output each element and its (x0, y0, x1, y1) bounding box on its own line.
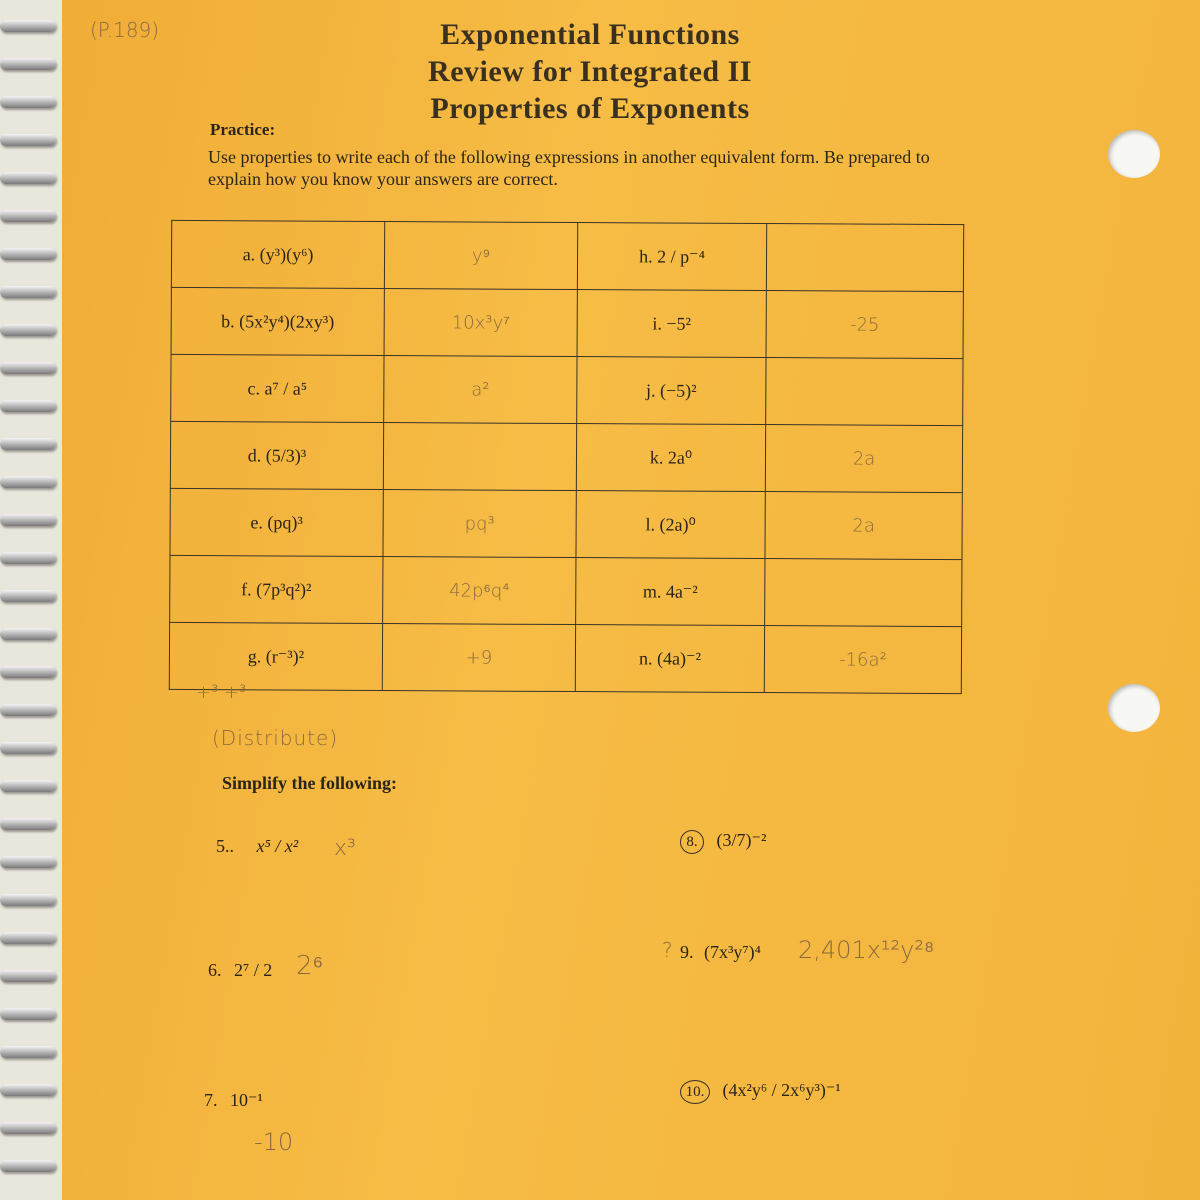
problem-7-answer: -10 (254, 1128, 294, 1156)
left-answer: 42p⁶q⁴ (383, 557, 576, 625)
right-answer (766, 224, 963, 292)
problem-8 (680, 830, 766, 854)
right-answer (765, 559, 962, 627)
left-expression: a. (y³)(y⁶) (171, 220, 384, 288)
problem-expression: x⁵ / x² (256, 836, 299, 856)
practice-label: Practice: (210, 120, 276, 139)
problem-expression: (7x³y⁷)⁴ (704, 942, 761, 962)
right-answer: -16a² (764, 626, 961, 694)
right-expression: n. (4a)⁻² (575, 625, 764, 693)
right-answer (766, 358, 963, 426)
problem-9 (680, 942, 761, 963)
title-block (360, 16, 820, 127)
problem-expression: (4x²y⁶ / 2x⁶y³)⁻¹ (722, 1080, 841, 1100)
left-expression: c. a⁷ / a⁵ (171, 354, 384, 422)
spiral-binding (0, 0, 70, 1200)
table-row (170, 488, 962, 559)
left-answer: y⁹ (384, 222, 577, 290)
problem-6 (208, 960, 272, 981)
left-expression: e. (pq)³ (170, 488, 383, 556)
right-expression: l. (2a)⁰ (576, 491, 765, 559)
table-row (170, 421, 962, 492)
right-answer: -25 (766, 291, 963, 359)
table-row (170, 555, 962, 626)
question-mark-note: ? (662, 938, 673, 962)
left-expression: f. (7p³q²)² (170, 555, 383, 623)
table-row (171, 220, 963, 291)
problem-7 (204, 1090, 263, 1111)
table-row (171, 287, 963, 358)
left-expression: b. (5x²y⁴)(2xy³) (171, 287, 384, 355)
problem-number-circled: 10. (680, 1080, 710, 1104)
left-expression: g. (r⁻³)² (169, 622, 382, 690)
right-answer: 2a (765, 425, 962, 493)
page-ref-note: (P.189) (90, 18, 160, 42)
left-answer: +9 (382, 624, 575, 692)
punch-hole-top (1108, 130, 1160, 178)
right-expression: m. 4a⁻² (576, 558, 765, 626)
title-line-3: Properties of Exponents (430, 92, 750, 125)
right-expression: i. −5² (577, 290, 766, 358)
left-answer (383, 423, 576, 491)
problem-5 (216, 836, 298, 857)
right-expression: j. (−5)² (577, 357, 766, 425)
right-expression: k. 2a⁰ (576, 424, 765, 492)
practice-table (169, 220, 964, 694)
left-answer: 10x³y⁷ (384, 289, 577, 357)
left-answer: a² (384, 356, 577, 424)
problem-9-answer: 2,401x¹²y²⁸ (798, 936, 935, 964)
problem-number: 5.. (216, 836, 234, 856)
left-answer: pq³ (383, 490, 576, 558)
problem-expression: (3/7)⁻² (716, 830, 767, 850)
problem-number: 7. (204, 1090, 218, 1110)
table-row (171, 354, 963, 425)
simplify-label: Simplify the following: (222, 773, 398, 793)
right-answer: 2a (765, 492, 962, 560)
problem-expression: 2⁷ / 2 (234, 960, 273, 980)
table-row (169, 622, 961, 693)
problem-expression: 10⁻¹ (230, 1090, 263, 1110)
problem-6-answer: 2⁶ (296, 951, 324, 981)
margin-note: +³ +³ (196, 682, 247, 703)
instructions-text: Use properties to write each of the following expressions in another equivalent form. Be prepared to explain how you know your answers are correct. (208, 147, 930, 189)
right-expression: h. 2 / p⁻⁴ (577, 223, 766, 291)
problem-number: 6. (208, 960, 222, 980)
problem-number: 9. (680, 942, 694, 962)
distribute-note: (Distribute) (212, 726, 339, 750)
title-line-2: Review for Integrated II (428, 55, 752, 88)
problem-number-circled: 8. (680, 830, 704, 854)
punch-hole-middle (1108, 684, 1160, 732)
left-expression: d. (5/3)³ (170, 421, 383, 489)
problem-10 (680, 1080, 841, 1104)
problem-5-answer: x³ (334, 836, 356, 861)
title-line-1: Exponential Functions (440, 18, 740, 51)
